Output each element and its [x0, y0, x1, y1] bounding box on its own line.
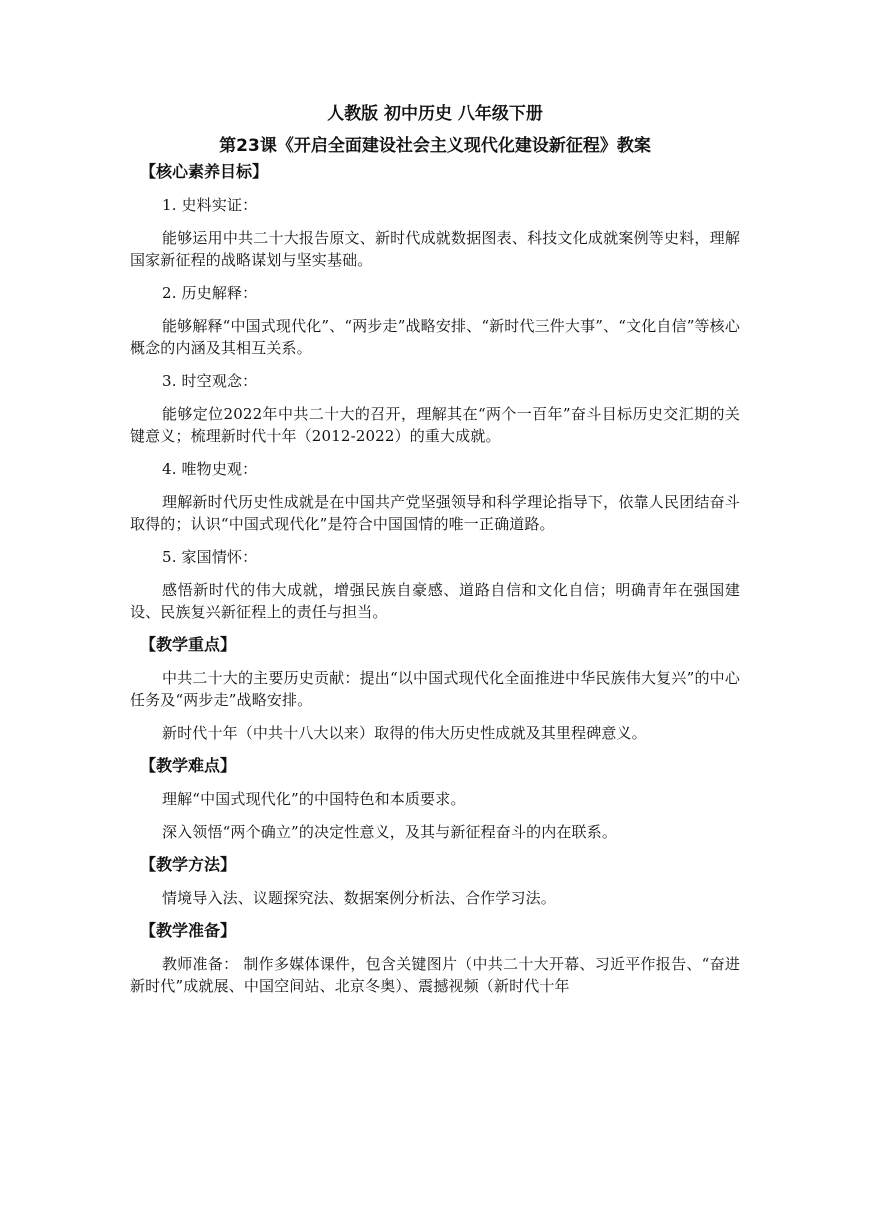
focus-paragraph-2: 新时代十年（中共十八大以来）取得的伟大历史性成就及其里程碑意义。 [162, 724, 647, 742]
method-paragraph: 情境导入法、议题探究法、数据案例分析法、合作学习法。 [162, 889, 556, 907]
doc-title-edition: 人教版 初中历史 八年级下册 [327, 104, 543, 124]
heading-teaching-focus: 【教学重点】 [140, 635, 237, 654]
core-item-3-text: 能够定位2022年中共二十大的召开，理解其在“两个一百年”奋斗目标历史交汇期的关键意义；梳理新时代十年（2012-2022）的重大成就。 [130, 405, 740, 445]
core-item-3-label: 3. 时空观念： [162, 372, 258, 390]
core-item-1-label: 1. 史料实证： [162, 196, 258, 214]
heading-teaching-preparation: 【教学准备】 [140, 921, 237, 940]
doc-title-lesson: 第23课《开启全面建设社会主义现代化建设新征程》教案 [219, 136, 651, 156]
core-item-2-label: 2. 历史解释： [162, 284, 258, 302]
preparation-paragraph: 教师准备： 制作多媒体课件，包含关键图片（中共二十大开幕、习近平作报告、“奋进新时代”成就展、中国空间站、北京冬奥）、震撼视频（新时代十年 [130, 955, 740, 995]
core-item-1-text: 能够运用中共二十大报告原文、新时代成就数据图表、科技文化成就案例等史料，理解国家新征程的战略谋划与坚实基础。 [130, 229, 740, 269]
core-item-2-text: 能够解释“中国式现代化”、“两步走”战略安排、“新时代三件大事”、“文化自信”等核心概念的内涵及其相互关系。 [130, 317, 740, 357]
core-item-5-text: 感悟新时代的伟大成就，增强民族自豪感、道路自信和文化自信；明确青年在强国建设、民族复兴新征程上的责任与担当。 [130, 581, 740, 621]
focus-paragraph-1: 中共二十大的主要历史贡献：提出“以中国式现代化全面推进中华民族伟大复兴”的中心任务及“两步走”战略安排。 [130, 669, 740, 709]
difficulty-paragraph-2: 深入领悟“两个确立”的决定性意义，及其与新征程奋斗的内在联系。 [162, 823, 617, 841]
core-item-4-text: 理解新时代历史性成就是在中国共产党坚强领导和科学理论指导下，依靠人民团结奋斗取得的；认识“中国式现代化”是符合中国国情的唯一正确道路。 [130, 493, 740, 533]
difficulty-paragraph-1: 理解“中国式现代化”的中国特色和本质要求。 [162, 790, 466, 808]
core-item-5-label: 5. 家国情怀： [162, 548, 258, 566]
heading-teaching-difficulty: 【教学难点】 [140, 756, 237, 775]
core-item-4-label: 4. 唯物史观： [162, 460, 258, 478]
heading-teaching-method: 【教学方法】 [140, 855, 237, 874]
heading-core-literacy: 【核心素养目标】 [140, 162, 269, 181]
